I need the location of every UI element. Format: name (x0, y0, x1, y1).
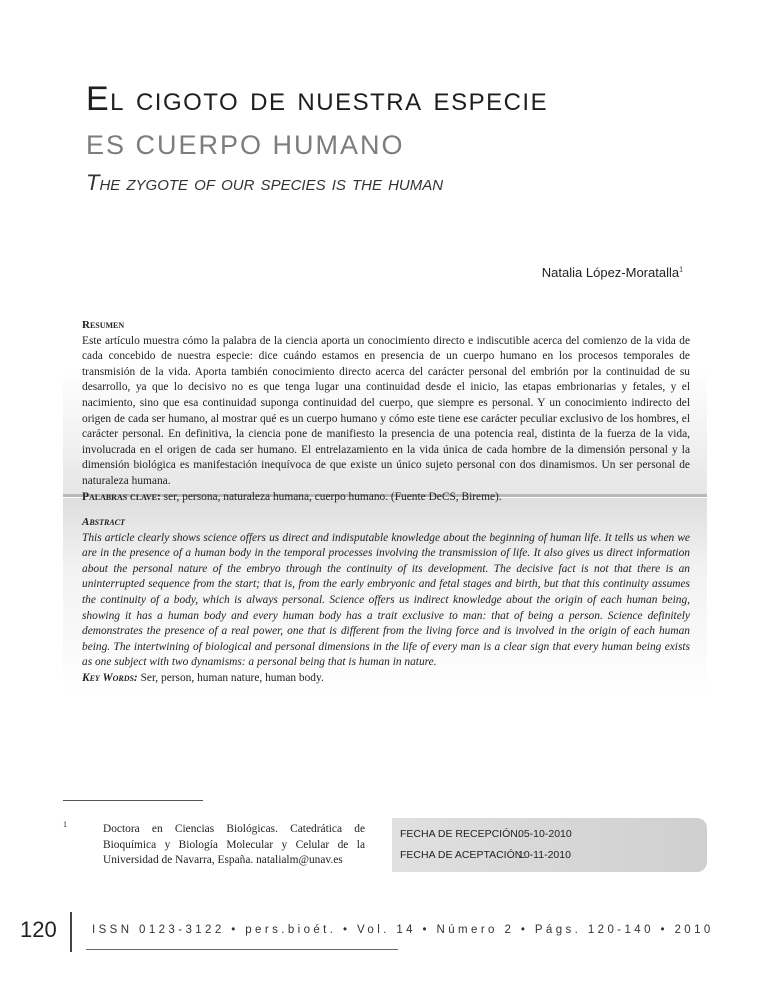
resumen-keywords-text: ser, persona, naturaleza humana, cuerpo humano. (Fuente DeCS, Bireme). (160, 490, 502, 503)
resumen-keywords (82, 490, 690, 506)
resumen-body: Este artículo muestra cómo la palabra de la ciencia aporta un conocimiento directo e indiscutible acerca del comienzo de la vida de cada concebido de nuestra especie: dice cuándo estamos en presencia de un cuerpo humano en los procesos temporales de transmisión de la vida. Aporta también conocimiento directo acerca del carácter personal del embrión por la continuidad de su desarrollo, ya que lo decisivo no es que tenga lugar una continuidad desde el inicio, las etapas embrionarias y fetales, y el nacimiento, sino que esa continuidad suponga continuidad del cuerpo, que siempre es personal. Y un conocimiento indirecto del origen de cada ser humano, al mostrar qué es un cuerpo humano y cómo este tiene ese carácter peculiar exclusivo de los hombres, el carácter personal. En definitiva, la ciencia pone de manifiesto la presencia de una potencia real, distinta de la fuerza de la vida, involucrada en el origen de cada ser humano. El entrelazamiento en la vida única de cada hombre de la dimensión personal y la dimensión biológica es manifestación inequívoca de que existe un único sujeto personal con dos dinamismos. Un ser personal de naturaleza humana. (82, 334, 690, 487)
accepted-label: FECHA DE ACEPTACIÓN: (400, 849, 526, 861)
dates-panel (392, 818, 707, 872)
accepted-date: 10-11-2010 (518, 849, 571, 861)
abstract-keywords (82, 671, 690, 687)
received-date: 05-10-2010 (518, 828, 572, 840)
resumen-heading: Resumen (82, 319, 125, 331)
author-footnote-ref: 1 (679, 266, 683, 274)
abstract-heading: Abstract (82, 516, 125, 528)
title-english: The zygote of our species is the human (86, 170, 444, 195)
author-name (542, 265, 683, 280)
page-number: 120 (20, 917, 57, 942)
title-line-1: El cigoto de nuestra especie (86, 80, 549, 118)
resumen-section (82, 318, 690, 505)
abstract-keywords-text: Ser, person, human nature, human body. (137, 671, 324, 684)
abstract-keywords-label: Key Words: (82, 671, 138, 684)
footnote-rule (63, 800, 203, 801)
author-name-text: Natalia López-Moratalla (541, 265, 680, 280)
footnote-number: 1 (63, 820, 67, 829)
journal-footer: ISSN 0123-3122 • pers.bioét. • Vol. 14 • Número 2 • Págs. 120-140 • 2010 (92, 924, 714, 936)
footer-underline (86, 949, 398, 950)
received-label: FECHA DE RECEPCIÓN: (400, 828, 521, 840)
footer-divider (70, 912, 72, 952)
resumen-keywords-label: Palabras clave: (82, 490, 161, 503)
title-line-2: ES CUERPO HUMANO (86, 130, 405, 160)
footnote-text: Doctora en Ciencias Biológicas. Catedrática de Bioquímica y Biología Molecular y Celular de la Universidad de Navarra, España. natalialm@unav.es (103, 823, 365, 866)
abstract-section (82, 515, 690, 687)
abstract-body: This article clearly shows science offers us direct and indisputable knowledge about the beginning of human life. It tells us when we are in the presence of a human body in the temporal processes involving the transmission of life. It also gives us direct information about the personal nature of the embryo through the continuity of its development. The decisive fact is not that there is an uninterrupted sequence from the start; that is, from the early embryonic and fetal stages and birth, but that this continuity assumes the continuity of a body, which is always personal. Science offers us indirect knowledge about the origin of each human being, showing it has a human body and every human body has a trait exclusive to man: that of being a person. Science definitely demonstrates the presence of a real power, one that is different from the living force and is involved in the origin of each human being. The intertwining of biological and personal dimensions in the life of every man is a clear sign that every human being exists as one subject with two dynamisms: a personal being that is human in nature. (82, 531, 690, 669)
